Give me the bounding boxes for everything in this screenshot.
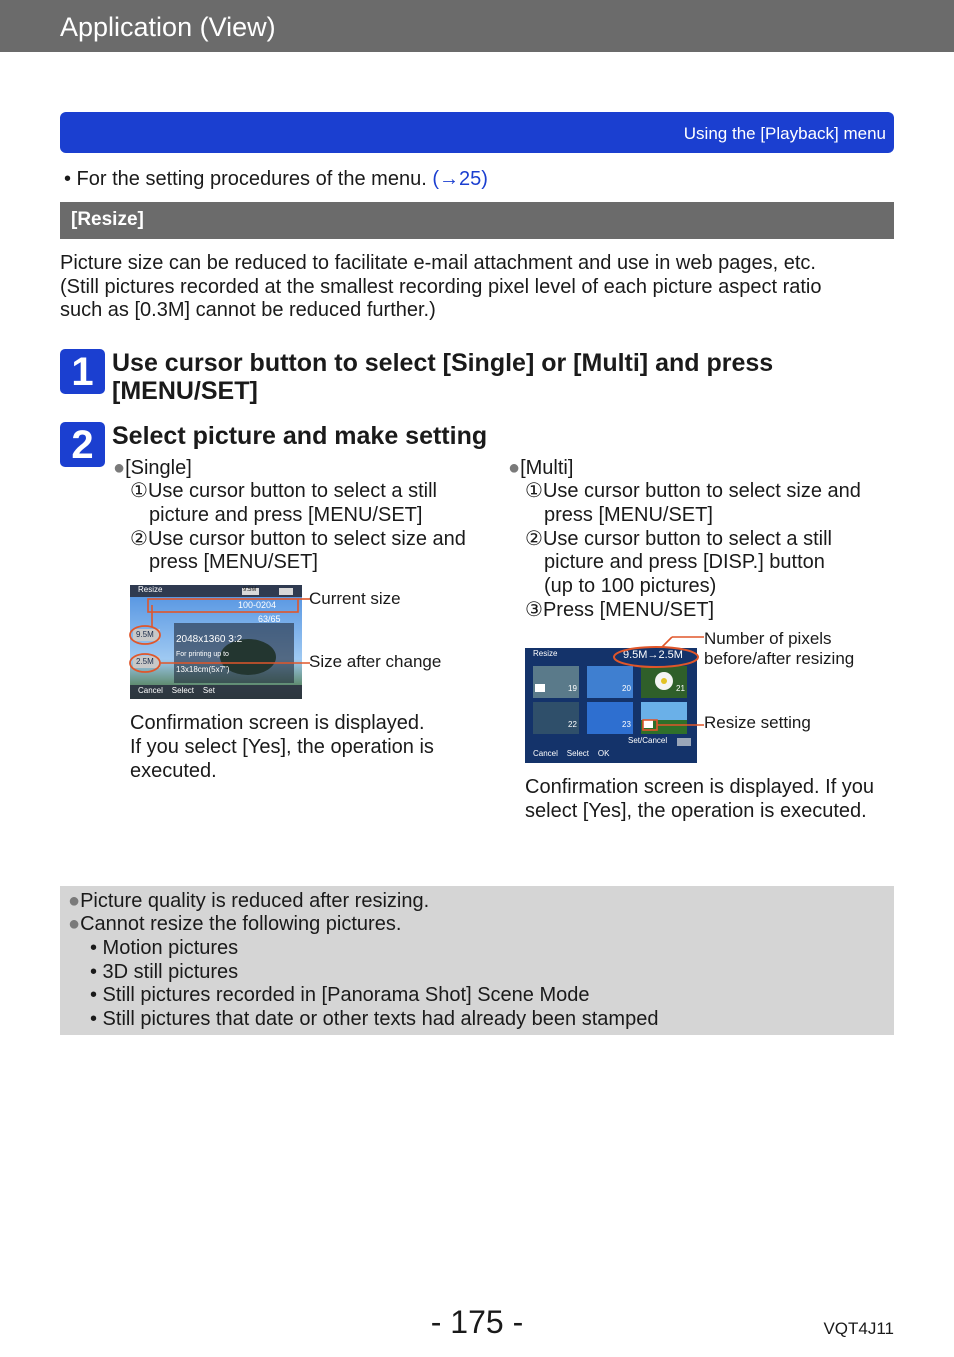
multi-callout-lines: [600, 630, 710, 740]
notes-box: [60, 886, 894, 1035]
single-callout-lines: [128, 585, 313, 675]
bullet-icon: ●: [68, 890, 81, 912]
step-num: ②: [130, 527, 148, 550]
confirm-line: executed.: [130, 759, 217, 782]
page-link[interactable]: (→25): [432, 168, 488, 190]
confirm-line: If you select [Yes], the operation is: [130, 735, 434, 758]
setting-note-text: • For the setting procedures of the menu.: [64, 168, 427, 190]
confirm-line: Confirmation screen is displayed.: [130, 712, 425, 734]
header-bar: [0, 0, 954, 52]
multi-confirm-text: [525, 776, 874, 824]
step-text: Use cursor button to select a still: [147, 480, 437, 502]
note-subitem: • Still pictures that date or other texts had already been stamped: [90, 1008, 659, 1030]
print-hint: For printing up to: [176, 651, 229, 658]
note-text: Picture quality is reduced after resizing.: [80, 890, 430, 912]
step-2-title: Select picture and make setting: [112, 422, 488, 450]
intro-line: Picture size can be reduced to facilitate e-mail attachment and use in web pages, etc.: [60, 252, 816, 274]
bullet-icon: ●: [113, 457, 126, 479]
note-subitem: • 3D still pictures: [90, 961, 239, 983]
multi-heading-text: [Multi]: [520, 457, 574, 479]
step-num: ②: [525, 527, 543, 550]
print-size: 13x18cm(5x7"): [176, 665, 230, 674]
screen-title: Resize: [138, 585, 163, 594]
confirm-line: Confirmation screen is displayed. If you: [525, 776, 875, 798]
pixels-callout-line: before/after resizing: [704, 649, 855, 668]
page-title: Application (View): [60, 12, 276, 42]
single-step-2: [130, 528, 466, 552]
intro-paragraph: [60, 252, 894, 323]
resolution-text: 2048x1360 3:2: [176, 634, 243, 645]
note-subitem: • Motion pictures: [90, 937, 239, 959]
confirm-line: select [Yes], the operation is executed.: [525, 799, 867, 822]
multi-step-2: [525, 528, 861, 552]
multi-step-1-cont: press [MENU/SET]: [544, 503, 713, 526]
step-num: ①: [130, 480, 148, 502]
single-step-2-cont: press [MENU/SET]: [149, 551, 318, 574]
menu-bar: [60, 112, 894, 153]
file-number: 100-0204: [238, 600, 277, 610]
screen-title: Resize: [533, 649, 558, 658]
setting-note: [64, 168, 488, 191]
step-num: ①: [525, 480, 543, 502]
current-size-icon: 9.5M: [136, 630, 154, 639]
note-text: Cannot resize the following pictures.: [80, 913, 402, 935]
step-1-title-line: Use cursor button to select [Single] or [Multi] and press: [112, 349, 774, 377]
single-step-1-cont: picture and press [MENU/SET]: [149, 503, 423, 526]
thumb-number[interactable]: 23: [622, 720, 631, 729]
note-item: [68, 913, 401, 937]
bullet-icon: ●: [68, 913, 81, 935]
size-badge: 9.5M: [243, 587, 257, 593]
screen-bottom-guide: Cancel Select Set: [138, 686, 215, 695]
size-change-text: 9.5M→2.5M: [623, 649, 683, 661]
single-heading-text: [Single]: [125, 457, 192, 479]
size-after-callout: Size after change: [309, 652, 442, 671]
step-text: Use cursor button to select size and: [542, 480, 861, 502]
picture-count: 63/65: [258, 614, 281, 624]
resize-setting-callout: Resize setting: [704, 713, 811, 732]
bullet-icon: ●: [508, 457, 521, 479]
note-item: [68, 890, 429, 914]
thumb-number[interactable]: 20: [622, 684, 631, 693]
menu-bar-label: Using the [Playback] menu: [683, 124, 886, 143]
new-size-icon: 2.5M: [136, 657, 154, 666]
pixels-callout-line: Number of pixels: [704, 629, 832, 648]
multi-step-3: [525, 599, 861, 623]
current-size-callout: Current size: [309, 589, 401, 608]
step-1-title: [112, 349, 773, 405]
multi-step-list: [525, 480, 861, 623]
step-1-title-line: [MENU/SET]: [112, 377, 258, 405]
screen-bottom-guide: Cancel Select OK: [533, 749, 610, 758]
multi-step-2-cont: (up to 100 pictures): [544, 575, 717, 598]
pixels-callout: [704, 629, 854, 669]
thumb-number[interactable]: 19: [568, 684, 577, 693]
model-code: VQT4J11: [823, 1319, 894, 1338]
single-step-1: [130, 480, 466, 504]
intro-line: (Still pictures recorded at the smallest recording pixel level of each picture aspect ratio: [60, 275, 822, 298]
single-confirm-text: [130, 712, 434, 783]
step-1-badge: 1: [60, 349, 105, 394]
setcancel-label: Set/Cancel: [628, 736, 668, 745]
section-title: [Resize]: [71, 209, 144, 230]
step-text: Use cursor button to select a still: [542, 527, 832, 550]
page-number: - 175 -: [430, 1304, 524, 1340]
step-2-badge: 2: [60, 422, 105, 467]
single-step-list: [130, 480, 466, 575]
multi-step-1: [525, 480, 861, 504]
step-text: Press [MENU/SET]: [542, 598, 715, 621]
intro-line: such as [0.3M] cannot be reduced further.): [60, 299, 436, 321]
multi-heading: [508, 457, 573, 481]
multi-step-2-cont: picture and press [DISP.] button: [544, 551, 825, 574]
note-subitem: • Still pictures recorded in [Panorama Shot] Scene Mode: [90, 984, 590, 1006]
section-bar: [60, 202, 894, 239]
thumb-number[interactable]: 21: [676, 684, 685, 693]
single-heading: [113, 457, 192, 481]
step-num: ③: [525, 598, 543, 621]
step-text: Use cursor button to select size and: [147, 527, 466, 550]
thumb-number[interactable]: 22: [568, 720, 577, 729]
